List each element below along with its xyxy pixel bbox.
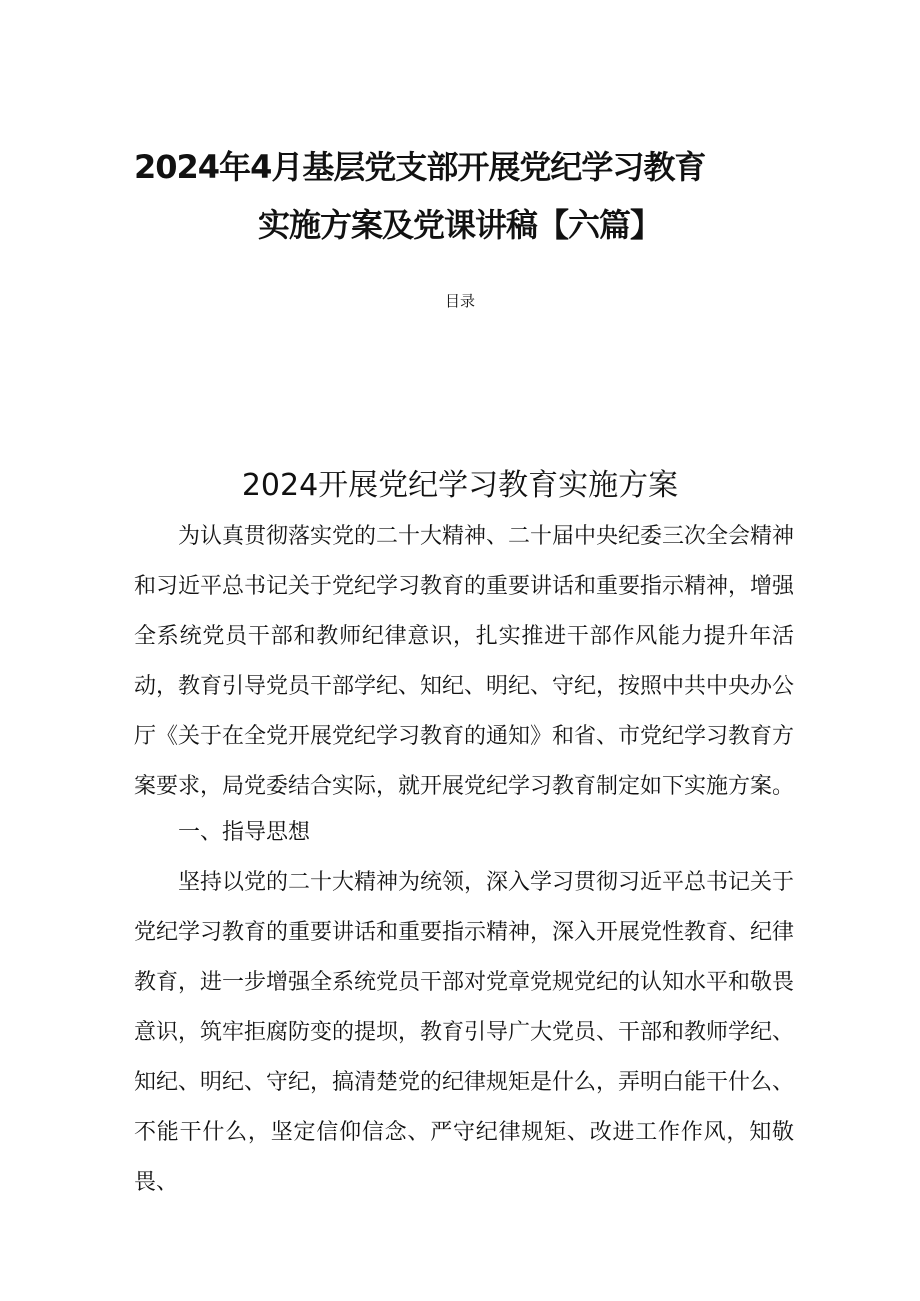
document-title-line1: 2024年4月基层党支部开展党纪学习教育 xyxy=(134,148,706,186)
body-paragraph-intro: 为认真贯彻落实党的二十大精神、二十届中央纪委三次全会精神和习近平总书记关于党纪学习教育的重要讲话和重要指示精神，增强全系统党员干部和教师纪律意识，扎实推进干部作风能力提升年活动，教育引导党员干部学纪、知纪、明纪、守纪，按照中共中央办公厅《关于在全党开展党纪学习教育的通知》和省、市党纪学习教育方案要求，局党委结合实际，就开展党纪学习教育制定如下实施方案。 xyxy=(134,524,795,799)
table-of-contents-label: 目录 xyxy=(444,292,475,310)
document-title-line2: 实施方案及党课讲稿【六篇】 xyxy=(258,206,662,244)
section-title: 2024开展党纪学习教育实施方案 xyxy=(241,468,679,503)
body-paragraph-guiding-ideology: 坚持以党的二十大精神为统领，深入学习贯彻习近平总书记关于党纪学习教育的重要讲话和重要指示精神，深入开展党性教育、纪律教育，进一步增强全系统党员干部对党章党规党纪的认知水平和敬畏意识，筑牢拒腐防变的提坝，教育引导广大党员、干部和教师学纪、知纪、明纪、守纪，搞清楚党的纪律规矩是什么，弄明白能干什么、不能干什么，坚定信仰信念、严守纪律规矩、改进工作作风，知敬畏、 xyxy=(134,870,795,1195)
subheading-guiding-ideology: 一、指导思想 xyxy=(178,820,311,845)
